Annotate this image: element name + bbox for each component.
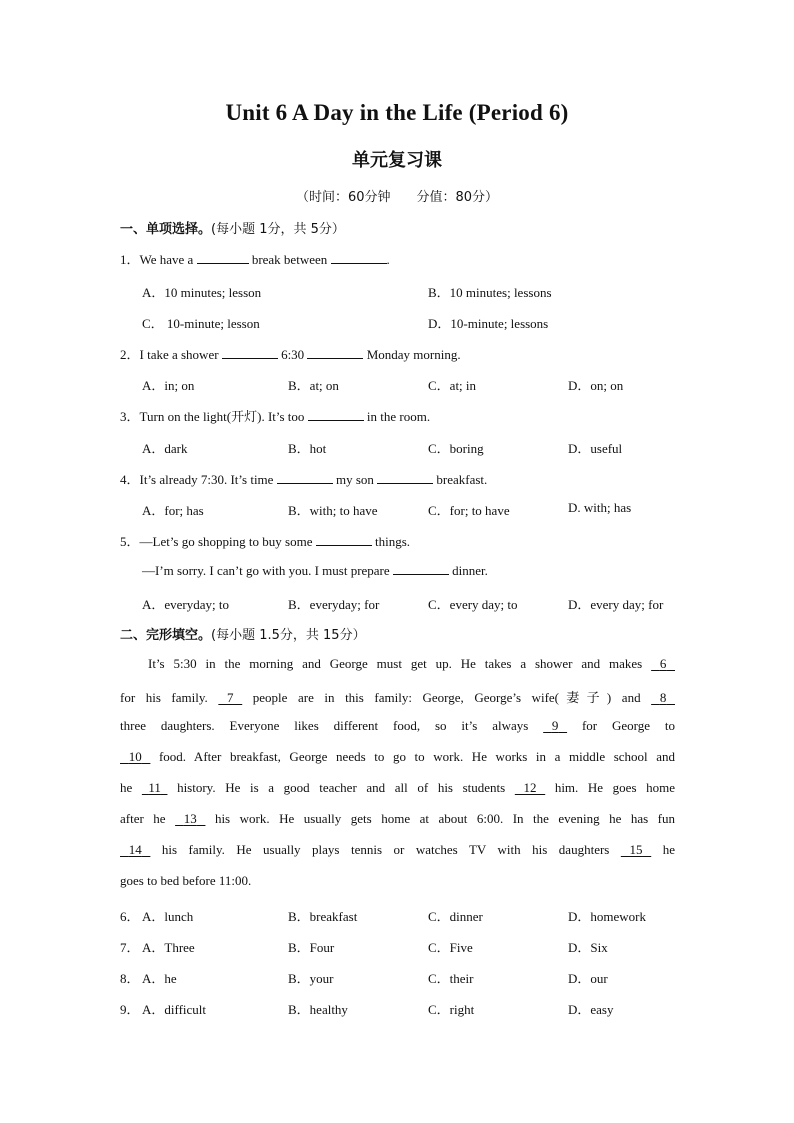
option-a: A．Three — [142, 940, 195, 955]
option-a: A．10 minutes; lesson — [142, 285, 262, 300]
answer-blank — [331, 251, 387, 264]
question-4-stem: my son — [332, 472, 378, 487]
question-3-stem: 3．Turn on the light(开灯). It’s too — [120, 409, 308, 424]
passage-line — [120, 842, 675, 858]
question-5 — [120, 531, 410, 550]
passage-line — [148, 656, 675, 672]
answer-blank — [197, 251, 249, 264]
option-d: D．easy — [568, 1002, 614, 1017]
question-5-reply — [142, 562, 488, 579]
blank-number: 14 — [128, 842, 142, 857]
option-c: C．their — [428, 971, 474, 986]
blank-number: 7 — [227, 690, 234, 705]
option-a: A．he — [142, 971, 177, 986]
option-a: A．difficult — [142, 1002, 207, 1017]
blank-number: 10 — [128, 749, 142, 764]
page-subtitle: 单元复习课 — [352, 150, 442, 171]
passage-text: he — [120, 780, 142, 795]
question-number: 6． — [120, 909, 140, 924]
option-a: A．in; on — [142, 378, 195, 393]
blank-number: 12 — [523, 780, 537, 795]
cloze-question-7 — [120, 937, 140, 956]
section-1-note: (每小题 1分，共 5分） — [211, 222, 345, 237]
section-2-heading — [120, 624, 366, 643]
passage-line — [120, 749, 675, 765]
option-d: D．Six — [568, 940, 608, 955]
answer-blank — [377, 471, 433, 484]
answer-blank — [307, 346, 363, 359]
question-4-stem: breakfast. — [433, 472, 488, 487]
blank-number: 11 — [148, 780, 161, 795]
option-b: B．healthy — [288, 1002, 348, 1017]
option-d: D．on; on — [568, 378, 624, 393]
option-d: D．homework — [568, 909, 646, 924]
section-1-title: 一、单项选择。 — [120, 222, 212, 237]
passage-text: history. He is a good teacher and all of his students — [167, 780, 515, 795]
option-c: C．at; in — [428, 378, 477, 393]
question-2-stem: 2．I take a shower — [120, 347, 222, 362]
answer-blank — [316, 533, 372, 546]
option-c: C． 10-minute; lesson — [142, 316, 260, 331]
cloze-blank — [120, 842, 150, 857]
option-d: D．every day; for — [568, 597, 664, 612]
passage-line — [120, 718, 675, 734]
passage-text: people are in this family: George, George’s wife(妻子) and — [242, 690, 652, 705]
option-c: C．dinner — [428, 909, 483, 924]
cloze-blank — [175, 811, 205, 826]
question-number: 9． — [120, 1002, 140, 1017]
passage-text: three daughters. Everyone likes different food, so it’s always — [120, 718, 544, 733]
answer-blank — [277, 471, 333, 484]
passage-text: for his family. — [120, 690, 219, 705]
option-a: A．everyday; to — [142, 597, 230, 612]
option-d: D. with; has — [568, 500, 632, 515]
option-d: D．useful — [568, 441, 623, 456]
option-a: A．dark — [142, 441, 188, 456]
passage-text: goes to bed before 11:00. — [120, 873, 252, 888]
option-b: B．with; to have — [288, 503, 378, 518]
option-c: C．every day; to — [428, 597, 518, 612]
question-5-stem: 5．—Let’s go shopping to buy some — [120, 534, 316, 549]
passage-text: It’s 5:30 in the morning and George must get up. He takes a shower and makes — [148, 656, 652, 671]
question-number: 8． — [120, 971, 140, 986]
question-4 — [120, 469, 487, 488]
passage-text: him. He goes home — [545, 780, 675, 795]
option-b: B．hot — [288, 441, 327, 456]
option-b: B．10 minutes; lessons — [428, 285, 552, 300]
cloze-blank — [651, 656, 675, 671]
option-a: A．lunch — [142, 909, 194, 924]
cloze-blank — [218, 690, 242, 705]
option-b: B．Four — [288, 940, 335, 955]
question-2-stem: 6:30 — [277, 347, 308, 362]
question-1-stem: break between — [248, 252, 331, 267]
question-3 — [120, 406, 430, 425]
passage-line — [120, 687, 675, 706]
passage-text: food. After breakfast, George needs to go to work. He works in a middle school and — [150, 749, 675, 764]
question-1-stem: 1．We have a — [120, 252, 197, 267]
cloze-blank — [651, 690, 675, 705]
question-5-stem: things. — [371, 534, 411, 549]
option-c: C．for; to have — [428, 503, 510, 518]
question-5-stem: —I’m sorry. I can’t go with you. I must prepare — [142, 563, 393, 578]
question-1-stem: . — [386, 252, 390, 267]
option-c: C．boring — [428, 441, 484, 456]
option-d: D．10-minute; lessons — [428, 316, 549, 331]
blank-number: 15 — [629, 842, 643, 857]
passage-text: he — [651, 842, 675, 857]
section-1-heading — [120, 218, 345, 237]
time-limit: （时间：60分钟 — [295, 190, 391, 205]
option-d: D．our — [568, 971, 608, 986]
question-2-stem: Monday morning. — [363, 347, 461, 362]
cloze-question-6 — [120, 906, 140, 925]
answer-blank — [222, 346, 278, 359]
option-b: B．breakfast — [288, 909, 358, 924]
question-number: 7． — [120, 940, 140, 955]
page-title: Unit 6 A Day in the Life (Period 6) — [225, 100, 569, 125]
cloze-blank — [543, 718, 567, 733]
blank-number: 9 — [551, 718, 559, 733]
passage-line — [120, 780, 675, 796]
cloze-question-9 — [120, 999, 140, 1018]
cloze-blank — [142, 780, 168, 795]
cloze-blank — [515, 780, 545, 795]
passage-line — [120, 811, 675, 827]
option-b: B．at; on — [288, 378, 339, 393]
blank-number: 6 — [659, 656, 667, 671]
option-c: C．Five — [428, 940, 473, 955]
total-score: 分值：80分） — [416, 190, 499, 205]
cloze-blank — [120, 749, 150, 764]
option-c: C．right — [428, 1002, 475, 1017]
passage-line — [120, 873, 251, 889]
option-b: B．everyday; for — [288, 597, 380, 612]
section-2-title: 二、完形填空。 — [120, 628, 212, 643]
answer-blank — [393, 562, 449, 575]
question-3-stem: in the room. — [363, 409, 431, 424]
exam-meta — [0, 186, 794, 205]
passage-text: for George to — [567, 718, 675, 733]
question-2 — [120, 344, 461, 363]
cloze-blank — [621, 842, 651, 857]
option-b: B．your — [288, 971, 334, 986]
section-2-note: (每小题 1.5分，共 15分） — [211, 628, 366, 643]
blank-number: 13 — [183, 811, 197, 826]
passage-text: after he — [120, 811, 176, 826]
cloze-question-8 — [120, 968, 140, 987]
question-4-stem: 4．It’s already 7:30. It’s time — [120, 472, 277, 487]
passage-text: his work. He usually gets home at about 6:00. In the evening he has fun — [205, 811, 675, 826]
option-a: A．for; has — [142, 503, 204, 518]
passage-text: his family. He usually plays tennis or watches TV with his daughters — [150, 842, 621, 857]
question-1 — [120, 249, 390, 268]
blank-number: 8 — [659, 690, 667, 705]
question-5-stem: dinner. — [448, 563, 488, 578]
answer-blank — [308, 408, 364, 421]
